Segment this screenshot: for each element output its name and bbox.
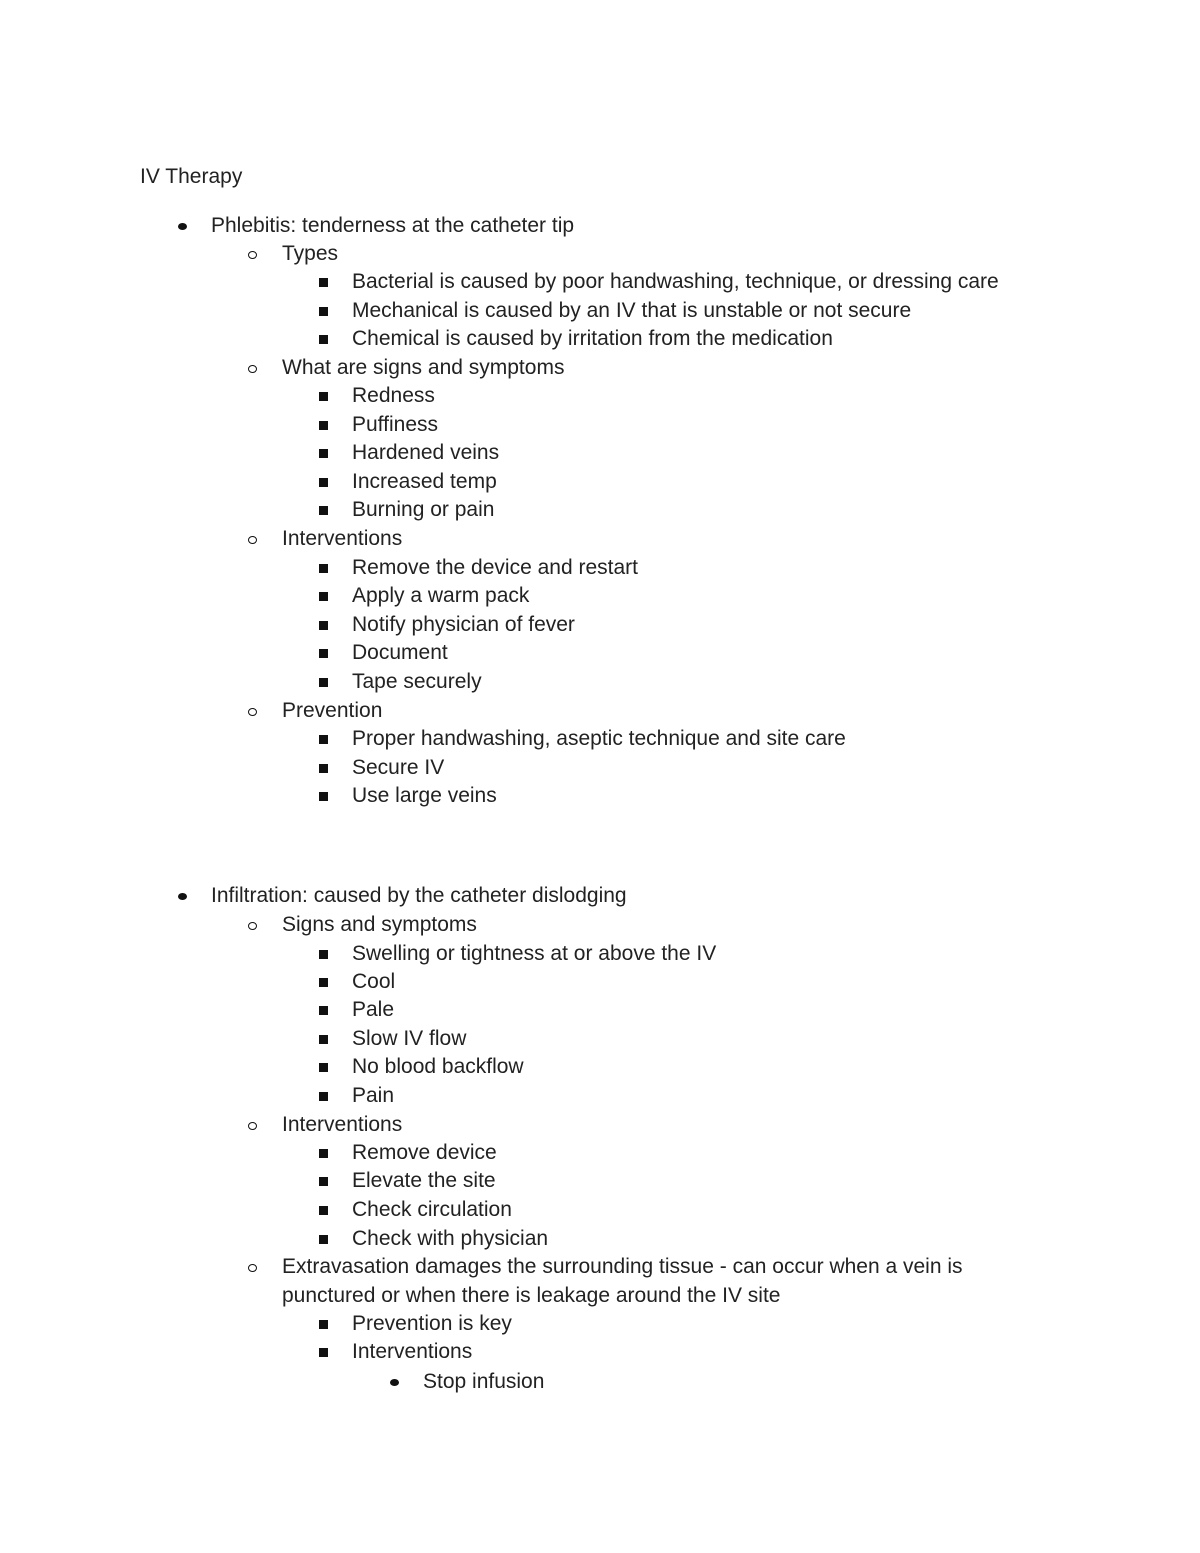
- square-bullet-icon: [319, 649, 328, 658]
- hollow-circle-bullet-icon: [248, 1122, 257, 1130]
- interventions-label: Interventions: [282, 1113, 403, 1136]
- square-bullet-icon: [319, 449, 328, 458]
- square-bullet-icon: [319, 478, 328, 487]
- list-item: Remove the device and restart: [352, 556, 638, 579]
- types-label: Types: [282, 242, 339, 265]
- list-item: Use large veins: [352, 784, 497, 807]
- list-item: Check circulation: [352, 1198, 512, 1221]
- list-item: Slow IV flow: [352, 1027, 467, 1050]
- list-item: Tape securely: [352, 670, 482, 693]
- list-item: Bacterial is caused by poor handwashing, technique, or dressing care: [352, 270, 999, 293]
- list-item: Interventions: [352, 1340, 473, 1363]
- hollow-circle-bullet-icon: [248, 922, 257, 930]
- list-item: Elevate the site: [352, 1169, 496, 1192]
- interventions-label: Interventions: [282, 527, 403, 550]
- list-item: Mechanical is caused by an IV that is unstable or not secure: [352, 299, 912, 322]
- square-bullet-icon: [319, 392, 328, 401]
- list-item: Prevention is key: [352, 1312, 512, 1335]
- square-bullet-icon: [319, 1177, 328, 1186]
- list-item: Chemical is caused by irritation from the medication: [352, 327, 833, 350]
- list-item: Stop infusion: [423, 1370, 545, 1393]
- square-bullet-icon: [319, 421, 328, 430]
- square-bullet-icon: [319, 564, 328, 573]
- infiltration-heading: Infiltration: caused by the catheter dislodging: [211, 884, 627, 907]
- prevention-label: Prevention: [282, 699, 383, 722]
- square-bullet-icon: [319, 592, 328, 601]
- square-bullet-icon: [319, 1235, 328, 1244]
- filled-circle-bullet-icon: [390, 1379, 399, 1386]
- square-bullet-icon: [319, 1063, 328, 1072]
- hollow-circle-bullet-icon: [248, 251, 257, 259]
- list-item: Apply a warm pack: [352, 584, 530, 607]
- square-bullet-icon: [319, 1006, 328, 1015]
- square-bullet-icon: [319, 678, 328, 687]
- hollow-circle-bullet-icon: [248, 365, 257, 373]
- list-item: No blood backflow: [352, 1055, 524, 1078]
- list-item: Remove device: [352, 1141, 497, 1164]
- list-item: Hardened veins: [352, 441, 500, 464]
- square-bullet-icon: [319, 621, 328, 630]
- filled-circle-bullet-icon: [178, 893, 187, 900]
- list-item: Swelling or tightness at or above the IV: [352, 942, 717, 965]
- square-bullet-icon: [319, 1035, 328, 1044]
- list-item: Puffiness: [352, 413, 438, 436]
- extravasation-text-line-1: Extravasation damages the surrounding tissue - can occur when a vein is: [282, 1255, 963, 1278]
- list-item: Pale: [352, 998, 395, 1021]
- phlebitis-heading: Phlebitis: tenderness at the catheter tip: [211, 214, 575, 237]
- list-item: Secure IV: [352, 756, 445, 779]
- signs-label: What are signs and symptoms: [282, 356, 565, 379]
- square-bullet-icon: [319, 1092, 328, 1101]
- list-item: Document: [352, 641, 448, 664]
- list-item: Check with physician: [352, 1227, 549, 1250]
- square-bullet-icon: [319, 1206, 328, 1215]
- square-bullet-icon: [319, 950, 328, 959]
- hollow-circle-bullet-icon: [248, 536, 257, 544]
- square-bullet-icon: [319, 1348, 328, 1357]
- square-bullet-icon: [319, 1320, 328, 1329]
- list-item: Proper handwashing, aseptic technique and site care: [352, 727, 846, 750]
- filled-circle-bullet-icon: [178, 223, 187, 230]
- square-bullet-icon: [319, 792, 328, 801]
- square-bullet-icon: [319, 978, 328, 987]
- hollow-circle-bullet-icon: [248, 708, 257, 716]
- square-bullet-icon: [319, 506, 328, 515]
- square-bullet-icon: [319, 764, 328, 773]
- list-item: Redness: [352, 384, 435, 407]
- hollow-circle-bullet-icon: [248, 1264, 257, 1272]
- list-item: Cool: [352, 970, 396, 993]
- list-item: Increased temp: [352, 470, 497, 493]
- list-item: Burning or pain: [352, 498, 495, 521]
- square-bullet-icon: [319, 307, 328, 316]
- square-bullet-icon: [319, 278, 328, 287]
- signs-label: Signs and symptoms: [282, 913, 477, 936]
- list-item: Pain: [352, 1084, 395, 1107]
- square-bullet-icon: [319, 735, 328, 744]
- square-bullet-icon: [319, 335, 328, 344]
- square-bullet-icon: [319, 1149, 328, 1158]
- extravasation-text-line-2: punctured or when there is leakage around the IV site: [282, 1284, 781, 1307]
- list-item: Notify physician of fever: [352, 613, 575, 636]
- document-title: IV Therapy: [140, 165, 243, 188]
